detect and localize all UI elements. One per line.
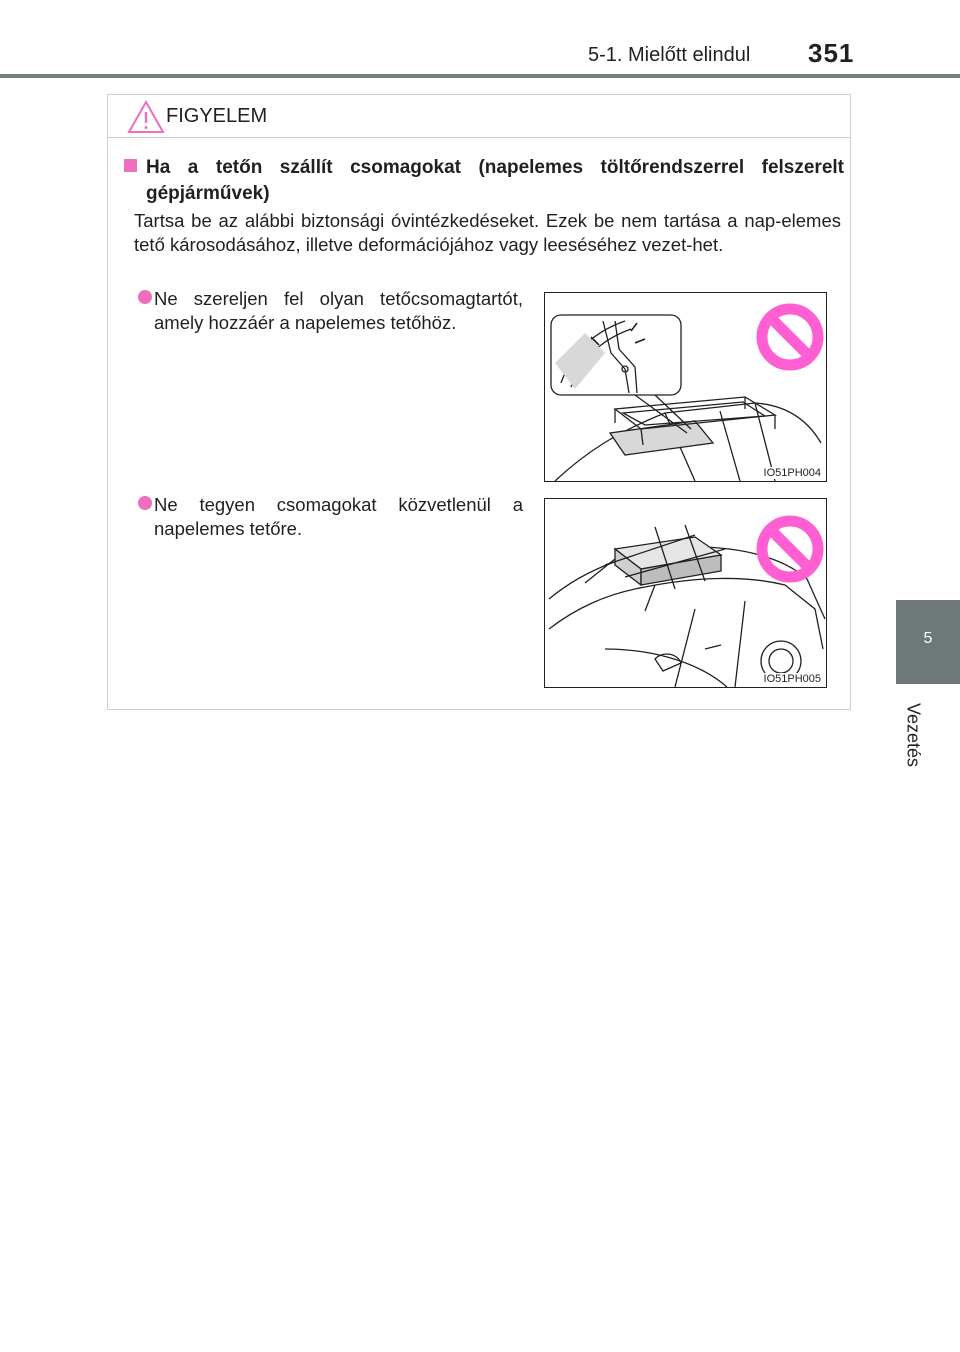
chapter-tab [896,600,960,684]
warning-intro: Tartsa be az alábbi biztonsági óvintézkedéseket. Ezek be nem tartása a nap-elemes tető károsodásához, illetve deformációjához vagy leeséséhez vezet-het. [134,210,841,255]
page-number: 351 [808,38,855,68]
chapter-tab-label-text: Vezetés [903,702,924,768]
prohibited-icon [762,309,818,365]
circle-bullet-icon [138,496,152,510]
warning-item-1 [138,287,523,335]
warning-heading-text: Ha a tetőn szállít csomagokat (napelemes töltőrendszerrel felszerelt gépjárművek) [146,157,844,204]
warning-box [107,94,851,710]
warning-heading [124,155,844,207]
figure-luggage-on-roof [544,498,827,688]
warning-item-2-text: Ne tegyen csomagokat közvetlenül a napelemes tetőre. [154,494,523,539]
prohibited-icon [762,521,818,577]
square-bullet-icon [124,159,137,172]
warning-title: FIGYELEM [166,105,268,127]
circle-bullet-icon [138,290,152,304]
warning-triangle-icon [126,99,166,135]
warning-item-2 [138,493,523,541]
chapter-tab-number: 5 [923,630,933,647]
warning-header [108,95,850,138]
figure-roof-rack [544,292,827,482]
roof-rack-illustration [545,293,827,482]
chapter-tab-label [900,690,926,780]
section-title: 5-1. Mielőtt elindul [588,44,751,66]
luggage-on-roof-illustration [545,499,827,688]
warning-item-1-text: Ne szereljen fel olyan tetőcsomagtartót, amely hozzáér a napelemes tetőhöz. [154,288,523,333]
header-rule [0,74,960,78]
figure-code: IO51PH005 [763,673,821,685]
figure-code: IO51PH004 [763,467,821,479]
